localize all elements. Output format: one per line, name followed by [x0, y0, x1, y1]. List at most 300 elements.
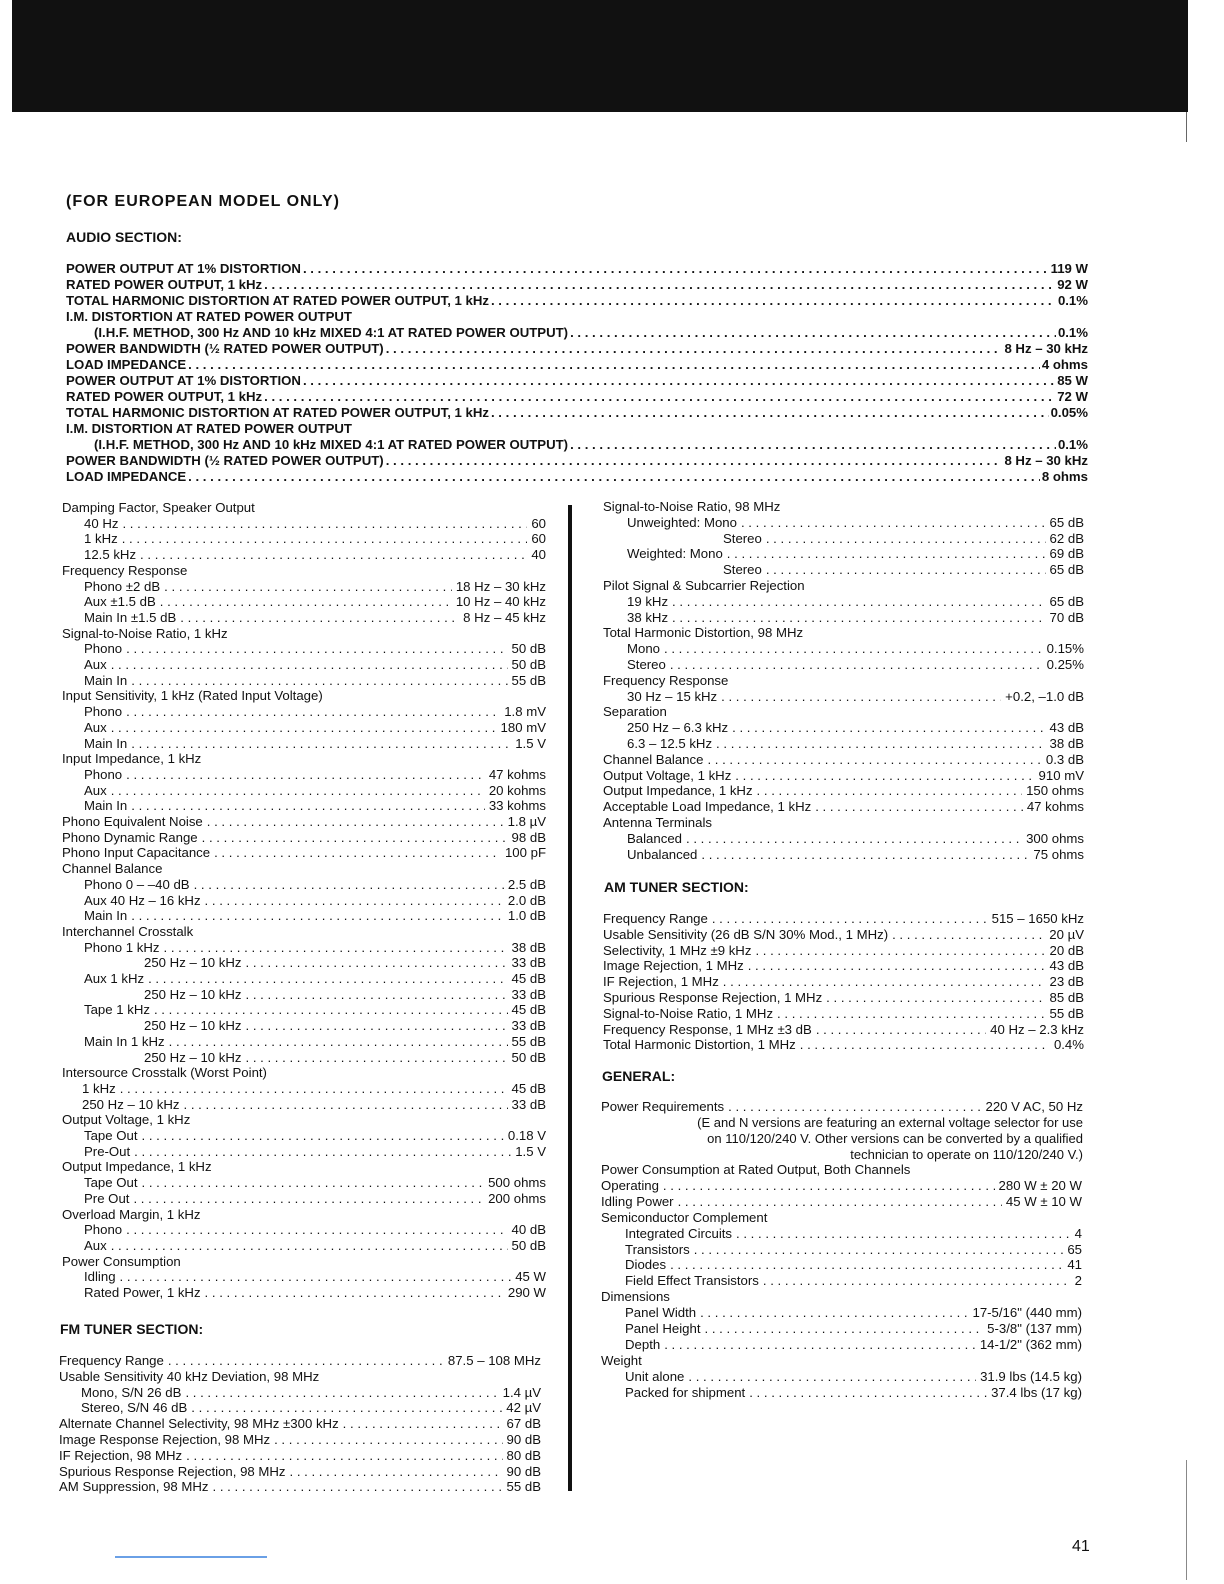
leader-dots — [723, 974, 1046, 990]
spec-value: 90 dB — [506, 1463, 541, 1479]
leader-dots — [670, 657, 1043, 673]
spec-row — [601, 1353, 1082, 1369]
spec-value: 1.4 µV — [502, 1384, 541, 1400]
spec-value: 1.5 V — [515, 735, 546, 751]
spec-label: Pre-Out — [84, 1143, 131, 1159]
spec-value: 65 — [1067, 1241, 1082, 1257]
spec-row — [59, 1464, 541, 1480]
spec-label: Antenna Terminals — [603, 815, 712, 830]
spec-value: 47 kohms — [1026, 799, 1084, 815]
spec-label: Aux — [84, 719, 107, 735]
leader-dots — [728, 1099, 981, 1115]
spec-label: Stereo, S/N 46 dB — [81, 1400, 188, 1416]
audio-section-heading: AUDIO SECTION: — [66, 229, 182, 245]
spec-row — [84, 767, 546, 783]
spec-row — [144, 987, 546, 1003]
leader-dots — [184, 1097, 508, 1113]
spec-label: Rated Power, 1 kHz — [84, 1285, 201, 1300]
spec-label: Separation — [603, 704, 667, 720]
spec-row — [84, 798, 546, 814]
spec-row — [66, 357, 1088, 373]
spec-label: Frequency Response, 1 MHz ±3 dB — [603, 1021, 812, 1037]
spec-row — [66, 421, 1088, 437]
spec-row — [84, 594, 546, 610]
leader-dots — [213, 1479, 503, 1495]
spec-row — [94, 437, 1088, 453]
spec-row — [627, 847, 1084, 863]
spec-row — [603, 815, 1084, 831]
spec-row — [84, 971, 546, 987]
spec-value: 85 dB — [1049, 990, 1084, 1005]
spec-row — [66, 373, 1088, 389]
leader-dots — [111, 1238, 508, 1254]
spec-label: Aux 1 kHz — [84, 971, 145, 986]
spec-row — [84, 579, 546, 595]
spec-row — [66, 341, 1088, 357]
spec-value: 65 dB — [1049, 514, 1084, 530]
spec-row — [84, 783, 546, 799]
spec-row — [62, 1254, 546, 1270]
spec-label: Mono, S/N 26 dB — [81, 1384, 182, 1400]
spec-row — [603, 783, 1084, 799]
spec-row — [82, 1097, 546, 1113]
spec-row — [66, 293, 1088, 309]
leader-dots — [705, 1321, 984, 1337]
leader-dots — [205, 893, 504, 909]
spec-label: Phono — [84, 766, 123, 782]
leader-dots — [748, 958, 1046, 974]
spec-row — [62, 845, 546, 861]
spec-label: (I.H.F. METHOD, 300 Hz AND 10 kHz MIXED 4:1 AT RATED POWER OUTPUT) — [94, 325, 569, 340]
spec-label: 250 Hz – 10 kHz — [144, 986, 242, 1002]
spec-value: 33 dB — [511, 1096, 546, 1112]
spec-row — [601, 1099, 1083, 1115]
page-title: (FOR EUROPEAN MODEL ONLY) — [66, 193, 340, 210]
spec-label: 1 kHz — [84, 531, 118, 547]
leader-dots — [194, 877, 504, 893]
leader-dots — [168, 1353, 444, 1369]
leader-dots — [126, 704, 500, 720]
spec-row — [603, 499, 1084, 515]
spec-row — [84, 893, 546, 909]
spec-label: Output Voltage, 1 kHz — [62, 1112, 191, 1128]
spec-row — [603, 974, 1084, 990]
leader-dots — [757, 783, 1023, 799]
spec-label: Usable Sensitivity 40 kHz Deviation, 98 MHz — [59, 1368, 320, 1384]
spec-row — [84, 1144, 546, 1160]
spec-row — [603, 958, 1084, 974]
spec-value: 92 W — [1057, 277, 1088, 292]
spec-label: 250 Hz – 10 kHz — [82, 1096, 180, 1112]
leader-dots — [274, 1432, 502, 1448]
spec-label: LOAD IMPEDANCE — [66, 469, 187, 484]
spec-value: 0.1% — [1057, 325, 1088, 340]
spec-value: 45 dB — [511, 1080, 546, 1096]
spec-label: Weight — [601, 1352, 642, 1368]
spec-row — [66, 469, 1088, 485]
spec-value: 1.8 mV — [504, 704, 546, 720]
spec-row — [81, 1400, 541, 1416]
spec-row — [62, 688, 546, 704]
spec-label: Tape 1 kHz — [84, 1002, 150, 1018]
leader-dots — [148, 971, 507, 987]
spec-row — [84, 704, 546, 720]
spec-label: Aux ±1.5 dB — [84, 594, 156, 610]
leader-dots — [191, 1400, 502, 1416]
spec-value: 70 dB — [1049, 609, 1084, 625]
spec-value: 47 kohms — [488, 766, 546, 782]
spec-row — [601, 1178, 1082, 1194]
leader-dots — [741, 515, 1046, 531]
section-heading: GENERAL: — [602, 1068, 676, 1084]
spec-label: (I.H.F. METHOD, 300 Hz AND 10 kHz MIXED 4:1 AT RATED POWER OUTPUT) — [94, 437, 569, 452]
leader-dots — [735, 768, 1034, 784]
spec-row — [84, 1222, 546, 1238]
spec-label: TOTAL HARMONIC DISTORTION AT RATED POWER OUTPUT, 1 kHz — [66, 405, 489, 420]
spec-value: 5-3/8" (137 mm) — [987, 1321, 1082, 1336]
spec-value: 33 dB — [511, 1018, 546, 1034]
leader-dots — [570, 437, 1056, 453]
spec-label: Field Effect Transistors — [625, 1273, 759, 1289]
spec-row — [66, 389, 1088, 405]
spec-row — [66, 405, 1088, 421]
spec-label: 250 Hz – 6.3 kHz — [627, 720, 729, 736]
spec-row — [84, 1002, 546, 1018]
spec-row — [627, 720, 1084, 736]
leader-dots — [160, 594, 452, 610]
spec-row — [627, 641, 1084, 657]
spec-label: Aux — [84, 1237, 107, 1253]
spec-label: Panel Height — [625, 1321, 701, 1336]
spec-row — [84, 1191, 546, 1207]
link-underline — [115, 1556, 267, 1558]
spec-label: RATED POWER OUTPUT, 1 kHz — [66, 277, 263, 292]
spec-row — [603, 625, 1084, 641]
spec-row — [66, 453, 1088, 469]
spec-row — [627, 657, 1084, 673]
leader-dots — [800, 1037, 1050, 1053]
leader-dots — [303, 261, 1049, 277]
spec-value: 0.3 dB — [1045, 751, 1084, 767]
leader-dots — [678, 1194, 1002, 1210]
spec-label: Spurious Response Rejection, 98 MHz — [59, 1463, 286, 1479]
spec-value: 2 — [1074, 1273, 1082, 1289]
spec-value: 62 dB — [1049, 530, 1084, 546]
leader-dots — [131, 736, 511, 752]
leader-dots — [755, 943, 1045, 959]
spec-label: LOAD IMPEDANCE — [66, 357, 187, 372]
spec-row — [62, 861, 546, 877]
spec-value: 60 — [531, 515, 546, 531]
leader-dots — [386, 453, 1003, 469]
spec-value: 41 — [1067, 1257, 1082, 1273]
spec-value: 1.5 V — [515, 1143, 546, 1159]
spec-value: 72 W — [1057, 389, 1088, 404]
spec-label: Main In — [84, 908, 128, 924]
leader-dots — [120, 1081, 508, 1097]
spec-value: 80 dB — [506, 1447, 541, 1463]
leader-dots — [664, 641, 1043, 657]
spec-label: Channel Balance — [62, 861, 163, 877]
spec-row — [84, 1128, 546, 1144]
spec-value: 0.05% — [1050, 405, 1088, 420]
spec-label: Phono Input Capacitance — [62, 845, 211, 861]
spec-row — [627, 610, 1084, 626]
spec-label: AM Suppression, 98 MHz — [59, 1479, 209, 1495]
leader-dots — [663, 1178, 995, 1194]
spec-label: Semiconductor Complement — [601, 1209, 768, 1225]
leader-dots — [142, 1128, 504, 1144]
spec-label: Usable Sensitivity (26 dB S/N 30% Mod., 1 MHz) — [603, 926, 889, 942]
spec-label: 12.5 kHz — [84, 547, 137, 563]
header-band — [12, 0, 1188, 112]
spec-row — [603, 990, 1084, 1006]
spec-value: 0.18 V — [507, 1128, 546, 1143]
leader-dots — [188, 357, 1040, 373]
spec-row — [603, 1037, 1084, 1053]
spec-label: 1 kHz — [82, 1080, 116, 1096]
spec-label: Main In — [84, 735, 128, 751]
spec-label: Phono — [84, 1222, 123, 1238]
spec-value: 65 dB — [1049, 593, 1084, 609]
spec-row — [601, 1162, 1082, 1178]
spec-row — [627, 689, 1084, 705]
leader-dots — [133, 1191, 484, 1207]
spec-label: Tape Out — [84, 1175, 138, 1191]
spec-label: 19 kHz — [627, 593, 669, 609]
spec-value: 0.4% — [1053, 1037, 1084, 1053]
spec-row — [625, 1273, 1082, 1289]
spec-label: Unweighted: Mono — [627, 514, 737, 530]
spec-row — [603, 752, 1084, 768]
spec-label: Output Voltage, 1 kHz — [603, 767, 732, 783]
spec-value: 8 Hz – 30 kHz — [1004, 341, 1088, 356]
spec-label: POWER OUTPUT AT 1% DISTORTION — [66, 261, 301, 276]
spec-value: +0.2, –1.0 dB — [1005, 688, 1084, 704]
leader-dots — [140, 547, 527, 563]
leader-dots — [264, 389, 1055, 405]
spec-row — [62, 830, 546, 846]
spec-label: Frequency Response — [603, 672, 729, 688]
spec-row — [62, 500, 546, 516]
spec-value: 67 dB — [506, 1416, 541, 1432]
leader-dots — [186, 1448, 502, 1464]
spec-label: Intersource Crosstalk (Worst Point) — [62, 1065, 267, 1081]
leader-dots — [688, 1369, 976, 1385]
spec-row — [94, 325, 1088, 341]
spec-value: 14-1/2" (362 mm) — [979, 1336, 1082, 1352]
spec-row — [84, 673, 546, 689]
spec-value: 300 ohms — [1026, 830, 1084, 846]
spec-row — [66, 277, 1088, 293]
spec-label: I.M. DISTORTION AT RATED POWER OUTPUT — [66, 421, 352, 436]
spec-row — [59, 1353, 541, 1369]
leader-dots — [142, 1175, 485, 1191]
leader-dots — [749, 1385, 987, 1401]
spec-row — [66, 261, 1088, 277]
leader-dots — [815, 799, 1023, 815]
spec-label: Pilot Signal & Subcarrier Rejection — [603, 578, 805, 593]
spec-row — [603, 768, 1084, 784]
spec-label: 6.3 – 12.5 kHz — [627, 736, 713, 751]
spec-row — [84, 736, 546, 752]
spec-row — [601, 1289, 1082, 1305]
spec-label: Stereo — [723, 562, 762, 578]
spec-value: 98 dB — [511, 829, 546, 845]
spec-row — [59, 1448, 541, 1464]
spec-row — [625, 1305, 1082, 1321]
leader-dots — [207, 814, 504, 830]
spec-value: 45 dB — [511, 971, 546, 986]
leader-dots — [766, 531, 1046, 547]
leader-dots — [131, 798, 485, 814]
spec-row — [603, 673, 1084, 689]
spec-value: 90 dB — [506, 1432, 541, 1447]
leader-dots — [712, 911, 988, 927]
spec-label: 38 kHz — [627, 609, 669, 625]
spec-value: 0.1% — [1057, 293, 1088, 308]
spec-row — [59, 1479, 541, 1495]
spec-row — [84, 1269, 546, 1285]
spec-row — [81, 1385, 541, 1401]
spec-row — [62, 563, 546, 579]
spec-label: POWER BANDWIDTH (½ RATED POWER OUTPUT) — [66, 341, 384, 356]
spec-label: Overload Margin, 1 kHz — [62, 1206, 201, 1222]
leader-dots — [111, 657, 508, 673]
leader-dots — [686, 831, 1022, 847]
spec-value: 119 W — [1050, 261, 1088, 276]
spec-label: POWER OUTPUT AT 1% DISTORTION — [66, 373, 301, 388]
spec-value: 2.0 dB — [507, 892, 546, 908]
spec-row — [84, 641, 546, 657]
spec-value: 37.4 lbs (17 kg) — [991, 1384, 1082, 1400]
spec-value: 8 ohms — [1041, 469, 1088, 484]
spec-label: Damping Factor, Speaker Output — [62, 500, 255, 515]
leader-dots — [131, 673, 507, 689]
spec-label: Integrated Circuits — [625, 1225, 733, 1241]
leader-dots — [736, 1226, 1071, 1242]
leader-dots — [205, 1285, 504, 1301]
spec-value: 100 pF — [504, 845, 546, 861]
spec-label: Frequency Range — [603, 911, 708, 926]
spec-label: Packed for shipment — [625, 1384, 746, 1400]
spec-label: Output Impedance, 1 kHz — [62, 1159, 212, 1175]
spec-label: Total Harmonic Distortion, 1 MHz — [603, 1037, 796, 1053]
spec-label: Aux — [84, 657, 107, 672]
spec-value: 43 dB — [1049, 720, 1084, 736]
leader-dots — [716, 736, 1045, 752]
spec-label: Main In ±1.5 dB — [84, 609, 177, 625]
spec-label: RATED POWER OUTPUT, 1 kHz — [66, 389, 263, 404]
spec-value: 75 ohms — [1033, 846, 1084, 862]
spec-label: Acceptable Load Impedance, 1 kHz — [603, 799, 812, 815]
spec-label: Main In 1 kHz — [84, 1033, 165, 1049]
spec-value: 55 dB — [511, 672, 546, 688]
spec-value: 8 Hz – 30 kHz — [1004, 453, 1088, 468]
spec-value: 20 kohms — [488, 782, 546, 798]
spec-row — [62, 1159, 546, 1175]
note-text: technician to operate on 110/120/240 V.) — [850, 1147, 1083, 1162]
spec-value: 220 V AC, 50 Hz — [985, 1099, 1083, 1114]
leader-dots — [672, 594, 1045, 610]
leader-dots — [386, 341, 1003, 357]
page-edge-mark — [1186, 112, 1187, 142]
spec-row — [62, 1207, 546, 1223]
leader-dots — [126, 641, 507, 657]
leader-dots — [264, 277, 1055, 293]
page-edge-mark-bottom — [1186, 1460, 1187, 1580]
spec-row — [144, 1050, 546, 1066]
leader-dots — [185, 1385, 498, 1401]
leader-dots — [214, 845, 501, 861]
spec-value: 50 dB — [511, 1049, 546, 1065]
spec-label: TOTAL HARMONIC DISTORTION AT RATED POWER OUTPUT, 1 kHz — [66, 293, 489, 308]
spec-label: Alternate Channel Selectivity, 98 MHz ±300 kHz — [59, 1416, 339, 1432]
spec-row — [723, 562, 1084, 578]
leader-dots — [732, 720, 1045, 736]
spec-label: Main In — [84, 798, 128, 814]
spec-label: Balanced — [627, 830, 682, 846]
spec-value: 40 Hz – 2.3 kHz — [990, 1021, 1084, 1037]
spec-label: Phono Dynamic Range — [62, 829, 198, 845]
spec-label: Unit alone — [625, 1368, 685, 1384]
spec-row — [84, 908, 546, 924]
spec-label: Unbalanced — [627, 846, 698, 862]
leader-dots — [134, 1144, 511, 1160]
leader-dots — [700, 1305, 968, 1321]
leader-dots — [131, 908, 504, 924]
spec-value: 4 — [1074, 1225, 1082, 1241]
spec-value: 45 W ± 10 W — [1005, 1193, 1082, 1209]
spec-row — [84, 1034, 546, 1050]
leader-dots — [570, 325, 1056, 341]
spec-row — [59, 1369, 541, 1385]
leader-dots — [164, 579, 452, 595]
spec-value: 50 dB — [511, 641, 546, 657]
spec-row — [723, 531, 1084, 547]
spec-label: Dimensions — [601, 1289, 670, 1305]
spec-value: 18 Hz – 30 kHz — [455, 578, 546, 594]
spec-value: 50 dB — [511, 657, 546, 672]
spec-label: 250 Hz – 10 kHz — [144, 955, 242, 971]
spec-label: I.M. DISTORTION AT RATED POWER OUTPUT — [66, 309, 352, 324]
leader-dots — [180, 610, 459, 626]
spec-label: Idling Power — [601, 1193, 674, 1209]
spec-row — [627, 736, 1084, 752]
spec-value: 1.8 µV — [507, 814, 546, 829]
spec-label: Power Consumption — [62, 1253, 181, 1269]
spec-label: Spurious Response Rejection, 1 MHz — [603, 990, 823, 1005]
leader-dots — [126, 1222, 507, 1238]
spec-label: Interchannel Crosstalk — [62, 923, 194, 939]
section-heading: FM TUNER SECTION: — [60, 1321, 204, 1337]
leader-dots — [246, 1050, 508, 1066]
spec-row — [62, 751, 546, 767]
spec-label: Signal-to-Noise Ratio, 1 kHz — [62, 625, 228, 641]
spec-row — [625, 1337, 1082, 1353]
spec-row — [84, 657, 546, 673]
column-divider — [568, 505, 572, 1491]
spec-row — [627, 831, 1084, 847]
spec-value: 55 dB — [506, 1479, 541, 1495]
spec-label: Depth — [625, 1336, 661, 1352]
spec-row — [603, 927, 1084, 943]
leader-dots — [763, 1273, 1071, 1289]
spec-label: 250 Hz – 10 kHz — [144, 1018, 242, 1034]
spec-row — [625, 1369, 1082, 1385]
spec-label: Stereo — [627, 657, 666, 672]
leader-dots — [664, 1337, 976, 1353]
